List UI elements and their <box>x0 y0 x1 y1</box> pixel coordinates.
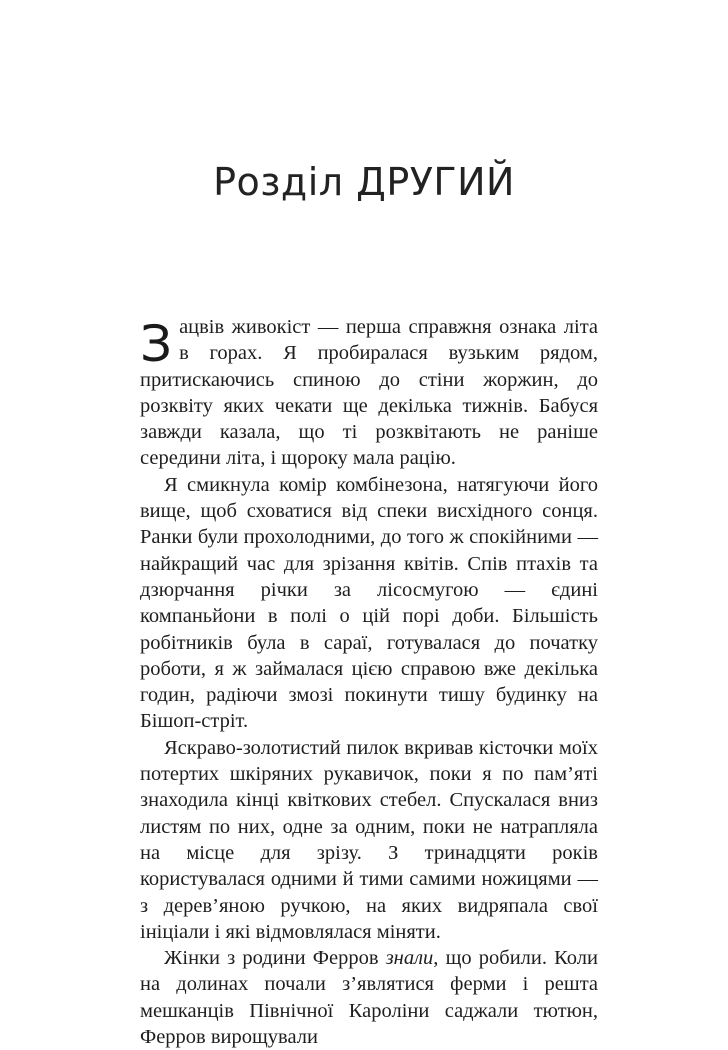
paragraph-4-text-after: , що робили. Коли на долинах почали з’являтися ферми і решта мешканців Північної Кароліни саджали тютюн, Ферров вирощували <box>140 947 598 1049</box>
paragraph-4 <box>140 945 598 1050</box>
paragraph-1-text: ацвів живокіст — перша справжня ознака літа в горах. Я пробиралася вузьким рядом, притискаючись спиною до стіни жоржин, до розквіту яких чекати ще декілька тижнів. Бабуся завжди казала, що ті розквітають не раніше середини літа, і щороку мала рацію. <box>140 316 598 470</box>
chapter-body <box>140 314 598 1050</box>
paragraph-1 <box>140 314 598 472</box>
paragraph-4-text-before: Жінки з родини Ферров <box>164 947 386 970</box>
paragraph-4-emphasis: знали <box>385 947 434 970</box>
drop-cap: З <box>140 315 173 373</box>
paragraph-3: Яскраво-золотистий пилок вкривав кісточки моїх потертих шкіряних рукавичок, поки я по пам’яті знаходила кінці квіткових стебел. Спускалася вниз листям по них, одне за одним, поки не натрапляла на місце для зрізу. З тринадцяти років користувалася одними й тими самими ножицями — з дерев’яною ручкою, на яких видряпала свої ініціали і які відмовлялася міняти. <box>140 736 598 943</box>
chapter-title: Розділ ДРУГИЙ <box>213 160 515 204</box>
paragraph-2: Я смикнула комір комбінезона, натягуючи його вище, щоб сховатися від спеки висхідного сонця. Ранки були прохолодними, до того ж спокійними — найкращий час для зрізання квітів. Спів птахів та дзюрчання річки за лісосмугою — єдині компаньйони в полі о цій порі доби. Більшість робітників була в сараї, готувалася до початку роботи, я ж займалася цією справою вже декілька годин, радіючи змозі покинути тишу будинку на Бішоп-стріт. <box>140 473 598 733</box>
